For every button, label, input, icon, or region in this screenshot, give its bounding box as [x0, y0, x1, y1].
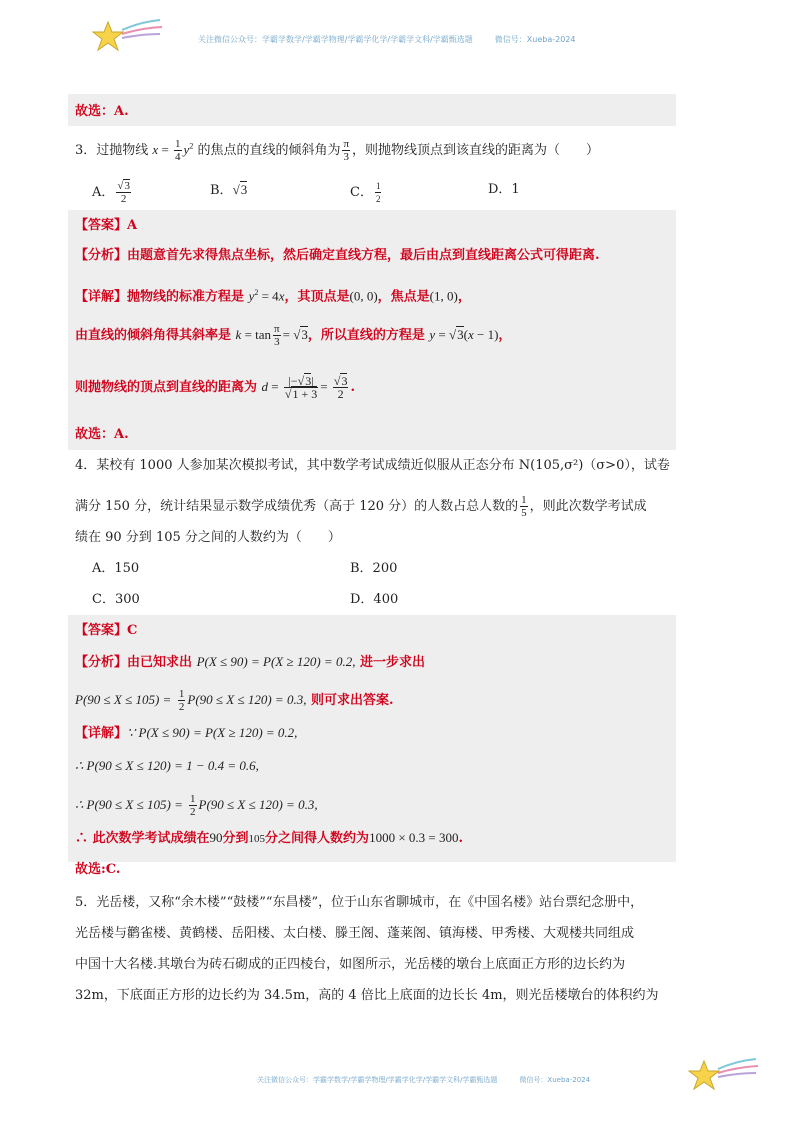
footer-text: 关注微信公众号：学霸学数学/学霸学物理/学霸学化学/学霸学文科/学霸甄选题	[257, 1076, 498, 1084]
q3-option-a: A． $\frac{√3}{2}$	[92, 180, 130, 205]
q5-line-2: 光岳楼与鹳雀楼、黄鹤楼、岳阳楼、太白楼、滕王阁、蓬莱阁、镇海楼、甲秀楼、大观楼共同组成	[75, 926, 635, 941]
q3-detail-1: 【详解】抛物线的标准方程是 $y^2 = 4x$，其顶点是(0, 0)，焦点是(1, 0)，	[75, 288, 471, 305]
q5-line-3: 中国十大名楼.其墩台为砖石砌成的正四棱台，如图所示，光岳楼的墩台上底面正方形的边长约为	[75, 957, 626, 972]
q3-analysis: 【分析】由题意首先求得焦点坐标，然后确定直线方程，最后由点到直线距离公式可得距离.	[75, 248, 600, 263]
star-logo-icon	[92, 16, 164, 56]
footer-wechat: 微信号：Xueba-2024	[519, 1076, 591, 1084]
q4-detail-2: ∴ P(90 ≤ X ≤ 120) = 1 − 0.4 = 0.6,	[75, 758, 259, 773]
q4-analysis-1: 【分析】由已知求出 P(X ≤ 90) = P(X ≥ 120) = 0.2, 进一步求出	[75, 654, 426, 670]
header-text: 关注微信公众号：学霸学数学/学霸学物理/学霸学化学/学霸学文科/学霸甄选题	[198, 35, 473, 44]
q4-option-d: D．400	[350, 592, 399, 607]
q4-detail-1: 【详解】∵ P(X ≤ 90) = P(X ≥ 120) = 0.2,	[75, 725, 298, 741]
q4-detail-4: ∴ 此次数学考试成绩在90分到105分之间得人数约为1000 × 0.3 = 300.	[75, 830, 464, 846]
prev-answer-block	[68, 94, 676, 126]
page-header	[198, 34, 575, 45]
q3-option-c: C． $\frac{1}{2}$	[350, 181, 381, 204]
q3-answer: 【答案】A	[75, 218, 138, 233]
q4-choice: 故选:C.	[75, 862, 121, 877]
q3-detail-2: 由直线的倾斜角得其斜率是 k = tan $\frac{\pi}{3}$ = √3，所以直线的方程是 y = √3(x − 1)，	[75, 323, 512, 348]
q4-option-c: C．300	[92, 592, 140, 607]
q4-detail-3: ∴ P(90 ≤ X ≤ 105) = $\frac{1}{2}$ P(90 ≤ X ≤ 120) = 0.3,	[75, 793, 318, 818]
q5-line-4: 32m，下底面正方形的边长约为 34.5m，高的 4 倍比上底面的边长长 4m，则光岳楼墩台的体积约为	[75, 988, 659, 1003]
q3-stem: 3．过抛物线 x = $\frac{1}{4}$ $y^2$ 的焦点的直线的倾斜角为 $\frac{\pi}{3}$ ，则抛物线顶点到该直线的距离为（ ）	[75, 138, 600, 163]
prev-choice: 故选：A.	[75, 104, 129, 119]
q3-option-d: D．1	[488, 182, 520, 197]
q4-stem-3: 绩在 90 分到 105 分之间的人数约为（ ）	[75, 530, 341, 545]
q4-analysis-2: P(90 ≤ X ≤ 105) = $\frac{1}{2}$ P(90 ≤ X ≤ 120) = 0.3, 则可求出答案.	[75, 688, 394, 713]
page-footer	[257, 1075, 590, 1085]
q4-stem-1: 4．某校有 1000 人参加某次模拟考试，其中数学考试成绩近似服从正态分布 N(105,σ²)（σ>0），试卷	[75, 458, 670, 473]
q4-answer: 【答案】C	[75, 623, 138, 638]
q4-option-a: A．150	[92, 561, 140, 576]
q4-option-b: B．200	[350, 561, 398, 576]
q3-option-b: B．√3	[210, 182, 248, 198]
q3-choice: 故选：A.	[75, 427, 129, 442]
q5-line-1: 5．光岳楼，又称“余木楼”“鼓楼”“东昌楼”，位于山东省聊城市，在《中国名楼》站台票纪念册中，	[75, 895, 644, 910]
header-wechat: 微信号：Xueba-2024	[494, 35, 576, 44]
star-logo-icon	[688, 1055, 760, 1095]
q4-stem-2: 满分 150 分，统计结果显示数学成绩优秀（高于 120 分）的人数占总人数的 $\frac{1}{5}$ ，则此次数学考试成	[75, 494, 647, 519]
q3-detail-3: 则抛物线的顶点到直线的距离为 d = $\frac{|-√3|}{√1 + 3}$ = $\frac{√3}{2}$ .	[75, 374, 355, 401]
